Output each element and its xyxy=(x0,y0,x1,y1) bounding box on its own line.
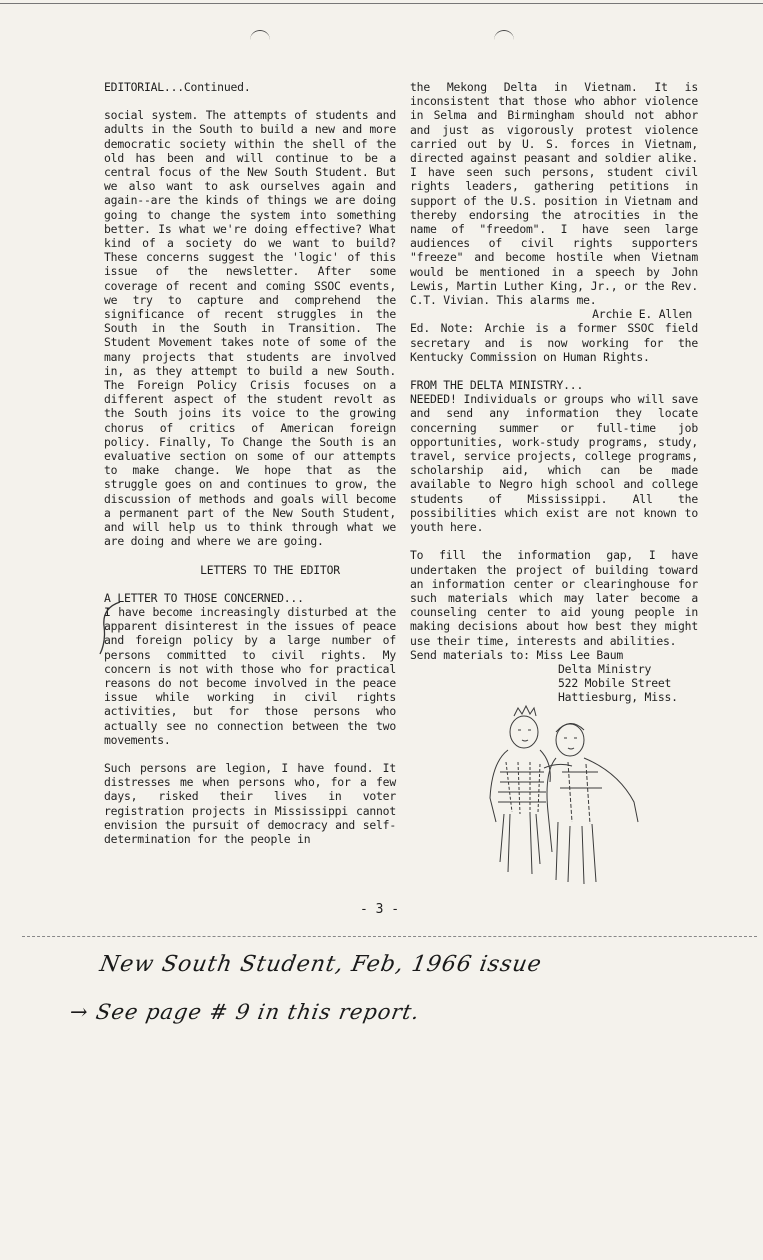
editorial-text: social system. The attempts of students and adults in the South to build a new and more democratic society within the shell of the old has been and will continue to be a central focus of the New South Student. But we also want to ask ourselves again and again--are the kinds of things we are doing going to change the system into something better. Is what we're doing effective? What kind of a society do we want to build? These concerns suggest the 'logic' of this issue of the newsletter. After some coverage of recent and coming SSOC events, we try to capture and comprehend the significance of recent struggles in the South in the South in Transition. The Student Movement takes note of some of the many projects that students are involved in, as they attempt to build a new South. The Foreign Policy Crisis focuses on a different aspect of the student revolt as the South joins its voice to the growing chorus of critics of American foreign policy. Finally, To Change the South is an evaluative section on some of our attempts to make change. We hope that as the struggle goes on and continues to grow, the discussion of methods and goals will become a permanent part of the New South Student, and will help us to think through what we are doing and where we are going. xyxy=(104,108,396,549)
address-name: Miss Lee Baum xyxy=(536,647,624,662)
fold-line xyxy=(22,936,757,937)
letter-paragraph-1: I have become increasingly disturbed at the apparent disinterest in the issues of peace and foreign policy by a large number of persons committed to civil rights. My concern is not with those who for practical reasons do not become involved in the peace issue while working in civil rights activities, but for those persons who actually see no connection between the two movements. xyxy=(104,604,396,747)
page-top-edge xyxy=(0,3,763,4)
delta-paragraph-1: NEEDED! Individuals or groups who will save and send any information they locate concerning summer or full-time job opportunities, work-study programs, study, travel, service projects, college programs, scholarship aid, which can be made available to Negro high school and college students of Mississippi. All the possibilities which exist are not known to youth here. xyxy=(410,392,698,535)
handwritten-note-line-2: → See page # 9 in this report. xyxy=(67,1000,422,1024)
letter-paragraph-2: Such persons are legion, I have found. It distresses me when persons who, for a few days, risked their lives in voter registration projects in Mississippi cannot envision the pursuit of democracy and self-determination for the people in xyxy=(104,760,396,846)
editorial-heading: EDITORIAL...Continued. xyxy=(104,80,251,94)
signature: Archie E. Allen xyxy=(592,307,692,322)
children-sketch-illustration xyxy=(478,702,658,892)
page-number: - 3 - xyxy=(360,902,400,917)
address-line: Hattiesburg, Miss. xyxy=(558,690,678,705)
letter-continued: the Mekong Delta in Vietnam. It is inconsistent that those who abhor violence in Selma and Birmingham should not abhor and just as vigorously protest violence carried out by U. S. forces in Vietnam, directed against peasant and soldier alike. I have seen such persons, student civil rights leaders, gathering petitions in support of the U.S. position in Vietnam and thereby endorsing the atrocities in the name of "freedom". I have seen large audiences of civil rights supporters "freeze" and become hostile when Vietnam would be mentioned in a speech by John Lewis, Martin Luther King, Jr., or the Rev. C.T. Vivian. This alarms me. xyxy=(410,80,698,308)
delta-paragraph-2: To fill the information gap, I have undertaken the project of building toward an information center or clearinghouse for such materials which may later become a counseling center to aid young people in making decisions about how best they might use their time, interests and abilities. xyxy=(410,548,698,648)
delta-heading: FROM THE DELTA MINISTRY... xyxy=(410,378,584,393)
send-label: Send materials to: xyxy=(410,647,530,662)
handwritten-note-line-1: New South Student, Feb, 1966 issue xyxy=(97,952,544,977)
left-column xyxy=(104,80,396,846)
address-line xyxy=(410,648,698,662)
punch-mark xyxy=(250,30,270,45)
right-column xyxy=(410,80,698,705)
margin-bracket-mark xyxy=(96,598,126,658)
address-line: Delta Ministry xyxy=(558,661,652,676)
editor-note: Ed. Note: Archie is a former SSOC field secretary and is now working for the Kentucky Commission on Human Rights. xyxy=(410,321,698,364)
address-line: 522 Mobile Street xyxy=(558,676,672,691)
letters-heading: LETTERS TO THE EDITOR xyxy=(200,562,340,577)
letter-heading: A LETTER TO THOSE CONCERNED... xyxy=(104,590,304,605)
punch-mark xyxy=(494,30,514,45)
